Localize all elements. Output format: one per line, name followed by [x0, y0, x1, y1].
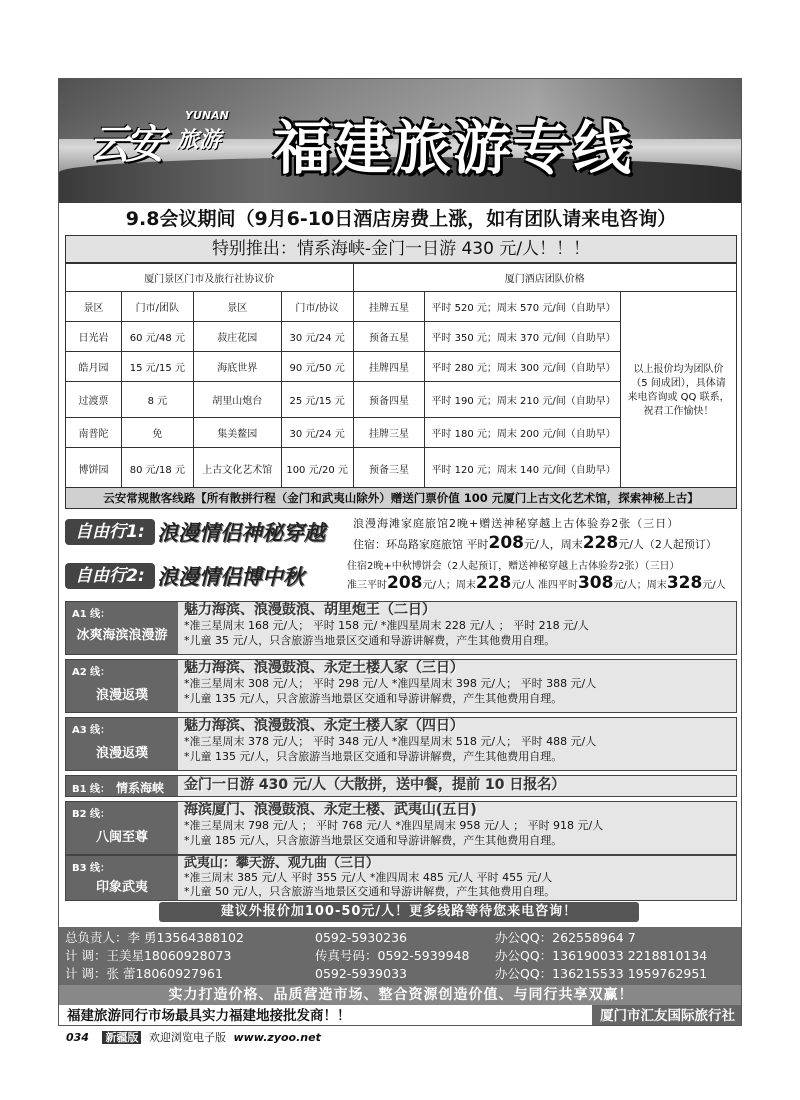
attraction-price: 90 元/50 元 [281, 352, 353, 382]
logo-chinese: 旅游 [177, 128, 222, 153]
attraction-price: 8 元 [121, 382, 193, 418]
attraction-name: 菽庄花园 [193, 322, 281, 352]
free-travel-name: 浪漫情侣博中秋 [157, 565, 304, 589]
price: 308 [577, 573, 614, 593]
route-label [66, 602, 178, 654]
free-travel-price-line: 准三平时208元/人；周末228元/人 准四平时308元/人；周末328元/人 [347, 573, 726, 593]
attraction-name: 上古文化艺术馆 [193, 448, 281, 490]
route-name: 冰爽海滨浪漫游 [76, 628, 168, 643]
price: 208 [387, 573, 423, 593]
route-title: 武夷山：攀天游、观九曲（三日） [184, 856, 380, 871]
hotel-grade: 挂牌五星 [353, 292, 425, 322]
route-child-line: *儿童 135 元/人，只含旅游当地景区交通和导游讲解费，产生其他费用自理。 [184, 692, 563, 705]
footer-tagline: 福建旅游同行市场最具实力福建地接批发商！！ [67, 1008, 351, 1024]
route-price-line: *准三星周末 378 元/人； 平时 348 元/人 *准四星周末 518 元/人； 平时 488 元/人 [184, 735, 597, 748]
hotel-grade: 预备四星 [353, 382, 425, 418]
special-promo: 特别推出：情系海峡-金门一日游 430 元/人！！！ [65, 235, 737, 263]
route-body [184, 661, 732, 706]
contact-phone: 0592-5939033 [315, 966, 407, 981]
route-body [184, 803, 732, 848]
route-price-line: *准三星周末 168 元/人； 平时 158 元/ *准四星周末 228 元/人 ； 平时 218 元/人 [184, 619, 589, 632]
attraction-name: 皓月园 [66, 352, 122, 382]
hotel-grade: 预备五星 [353, 322, 425, 352]
route-child-line: *儿童 135 元/人，只含旅游当地景区交通和导游讲解费，产生其他费用自理。 [184, 750, 563, 763]
route-price-line: *准三星周末 798 元/人 ； 平时 768 元/人 *准四星周末 958 元/人 ； 平时 918 元/人 [184, 819, 604, 832]
hotel-price: 平时 350 元；周末 370 元/间（自助早） [425, 322, 621, 352]
attraction-name: 集美鳌园 [193, 418, 281, 448]
route-child-line: *儿童 50 元/人，只含旅游当地景区交通和导游讲解费，产生其他费用自理。 [184, 885, 556, 898]
contact-person: 计 调：王美星18060928073 [65, 948, 232, 963]
edition-text: 欢迎浏览电子版 [148, 1031, 226, 1044]
contact-qq: 办公QQ：136190033 2218810134 [495, 948, 708, 963]
contact-qq: 办公QQ：136215533 1959762951 [495, 966, 708, 981]
contact-row [65, 947, 737, 964]
hotel-price: 平时 280 元；周末 300 元/间（自助早） [425, 352, 621, 382]
price-weekday: 208 [488, 533, 524, 553]
footer [59, 1005, 742, 1026]
route-name: 浪漫返璞 [95, 746, 148, 761]
route-name: 浪漫返璞 [95, 688, 148, 703]
route-a3 [65, 717, 737, 771]
edition-tag: 新疆版 [102, 1031, 141, 1044]
attraction-price: 30 元/24 元 [281, 418, 353, 448]
routes-banner: 云安常规散客线路【所有散拼行程（金门和武夷山除外）赠送门票价值 100 元厦门上古文化艺术馆，探索神秘上古】 [65, 487, 737, 509]
attraction-price: 免 [121, 418, 193, 448]
route-price-line: *准三星周末 308 元/人； 平时 298 元/人 *准四星周末 398 元/人； 平时 388 元/人 [184, 677, 597, 690]
contacts [59, 927, 742, 985]
contact-row [65, 929, 737, 946]
route-name: 八闽至尊 [95, 830, 148, 845]
route-b1 [65, 775, 737, 797]
route-body [184, 603, 732, 648]
route-body [184, 857, 732, 899]
attraction-name: 南普陀 [66, 418, 122, 448]
route-body [184, 719, 732, 764]
hotel-note: 以上报价均为团队价（5 间成团），具体请来电咨询或 QQ 联系，祝君工作愉快！ [621, 292, 737, 490]
attraction-name: 海底世界 [193, 352, 281, 382]
hotel-price: 平时 180 元；周末 200 元/间（自助早） [425, 418, 621, 448]
contact-person: 计 调：张 蕾18060927961 [65, 966, 223, 981]
contact-phone: 0592-5930236 [315, 930, 407, 945]
hotel-grade: 预备三星 [353, 448, 425, 490]
free-travel-1 [65, 513, 737, 553]
advertisement-page [58, 78, 742, 1026]
route-code: B1 线： [72, 784, 111, 795]
price: 328 [666, 573, 703, 593]
attraction-price: 60 元/48 元 [121, 322, 193, 352]
route-label [66, 660, 178, 712]
route-label [66, 718, 178, 770]
col-header: 门市/团队 [121, 292, 193, 322]
free-travel-badge: 自由行1: [65, 519, 155, 545]
banner-title: 福建旅游专线 [273, 114, 634, 182]
route-a2 [65, 659, 737, 713]
col-header: 门市/协议 [281, 292, 353, 322]
free-travel-desc: 住宿2晚+中秋博饼会（2人起预订，赠送神秘穿越上古体验券2张）（三日） [347, 561, 680, 572]
hotel-price: 平时 520 元；周末 570 元/间（自助早） [425, 292, 621, 322]
route-code: A3 线： [72, 725, 111, 736]
price: 228 [475, 573, 512, 593]
route-label [66, 802, 178, 854]
free-travel-desc: 浪漫海滩家庭旅馆2晚+赠送神秘穿越上古体验券2张（三日） [353, 517, 680, 530]
route-label [66, 856, 178, 900]
attractions-header: 厦门景区门市及旅行社协议价 [66, 264, 354, 292]
contact-row [65, 965, 737, 982]
attraction-name: 博饼园 [66, 448, 122, 490]
page-number: 034 [66, 1031, 89, 1044]
website-link[interactable]: www.zyoo.net [233, 1031, 321, 1044]
logo-english: YUNAN [185, 109, 229, 122]
logo [89, 105, 239, 168]
meeting-notice: 9.8会议期间（9月6-10日酒店房费上涨，如有团队请来电咨询） [125, 208, 677, 230]
route-label [66, 776, 178, 796]
free-travel-price-line: 住宿：环岛路家庭旅馆 平时208元/人，周末228元/人（2人起预订） [353, 533, 717, 553]
attraction-name: 胡里山炮台 [193, 382, 281, 418]
route-title: 魅力海滨、浪漫鼓浪、永定土楼人家（三日） [184, 660, 464, 676]
free-travel-2 [65, 557, 737, 597]
route-child-line: *儿童 185 元/人，只含旅游当地景区交通和导游讲解费，产生其他费用自理。 [184, 834, 563, 847]
attraction-price: 15 元/15 元 [121, 352, 193, 382]
col-header: 景区 [66, 292, 122, 322]
route-body [184, 778, 732, 793]
free-travel-badge: 自由行2: [65, 563, 155, 589]
route-b3 [65, 855, 737, 901]
free-travel-name: 浪漫情侣神秘穿越 [157, 521, 325, 545]
suggest-banner: 建议外报价加100-50元/人！更多线路等待您来电咨询！ [159, 902, 639, 922]
attraction-price: 30 元/24 元 [281, 322, 353, 352]
route-title: 魅力海滨、浪漫鼓浪、永定土楼人家（四日） [184, 718, 464, 734]
contact-person: 总负责人：李 勇13564388102 [65, 930, 244, 945]
attraction-name: 过渡票 [66, 382, 122, 418]
hotel-grade: 挂牌四星 [353, 352, 425, 382]
route-title: 金门一日游 430 元/人（大散拼，送中餐，提前 10 日报名） [184, 777, 566, 793]
hotels-header: 厦门酒店团队价格 [353, 264, 736, 292]
hotel-price: 平时 120 元；周末 140 元/间（自助早） [425, 448, 621, 490]
price-weekend: 228 [582, 533, 619, 553]
page-info [66, 1030, 321, 1046]
attraction-price: 100 元/20 元 [281, 448, 353, 490]
slogan: 实力打造价格、品质营造市场、整合资源创造价值、与同行共享双赢！ [59, 985, 742, 1005]
route-price-line: *准三周末 385 元/人 平时 355 元/人 *准四周末 485 元/人 平时 455 元/人 [184, 871, 553, 884]
route-code: A2 线： [72, 667, 111, 678]
hotel-grade: 挂牌三星 [353, 418, 425, 448]
route-title: 海滨厦门、浪漫鼓浪、永定土楼、武夷山(五日) [184, 802, 477, 818]
banner [59, 79, 742, 203]
hotel-price: 平时 190 元；周末 210 元/间（自助早） [425, 382, 621, 418]
route-name: 情系海峡 [115, 781, 164, 795]
route-child-line: *儿童 35 元/人，只含旅游当地景区交通和导游讲解费，产生其他费用自理。 [184, 634, 556, 647]
route-title: 魅力海滨、浪漫鼓浪、胡里炮王（二日） [184, 602, 436, 618]
attraction-name: 日光岩 [66, 322, 122, 352]
footer-company: 厦门市汇友国际旅行社 [592, 1005, 742, 1026]
route-code: B3 线： [72, 863, 111, 874]
price-table [65, 263, 737, 490]
route-b2 [65, 801, 737, 855]
route-a1 [65, 601, 737, 655]
col-header: 景区 [193, 292, 281, 322]
route-code: A1 线： [72, 609, 111, 620]
attraction-price: 80 元/18 元 [121, 448, 193, 490]
contact-qq: 办公QQ：262558964 7 [495, 930, 636, 945]
attraction-price: 25 元/15 元 [281, 382, 353, 418]
logo-mark: 云安 [89, 122, 161, 168]
route-code: B2 线： [72, 809, 111, 820]
contact-phone: 传真号码：0592-5939948 [315, 948, 470, 963]
route-name: 印象武夷 [95, 880, 148, 895]
